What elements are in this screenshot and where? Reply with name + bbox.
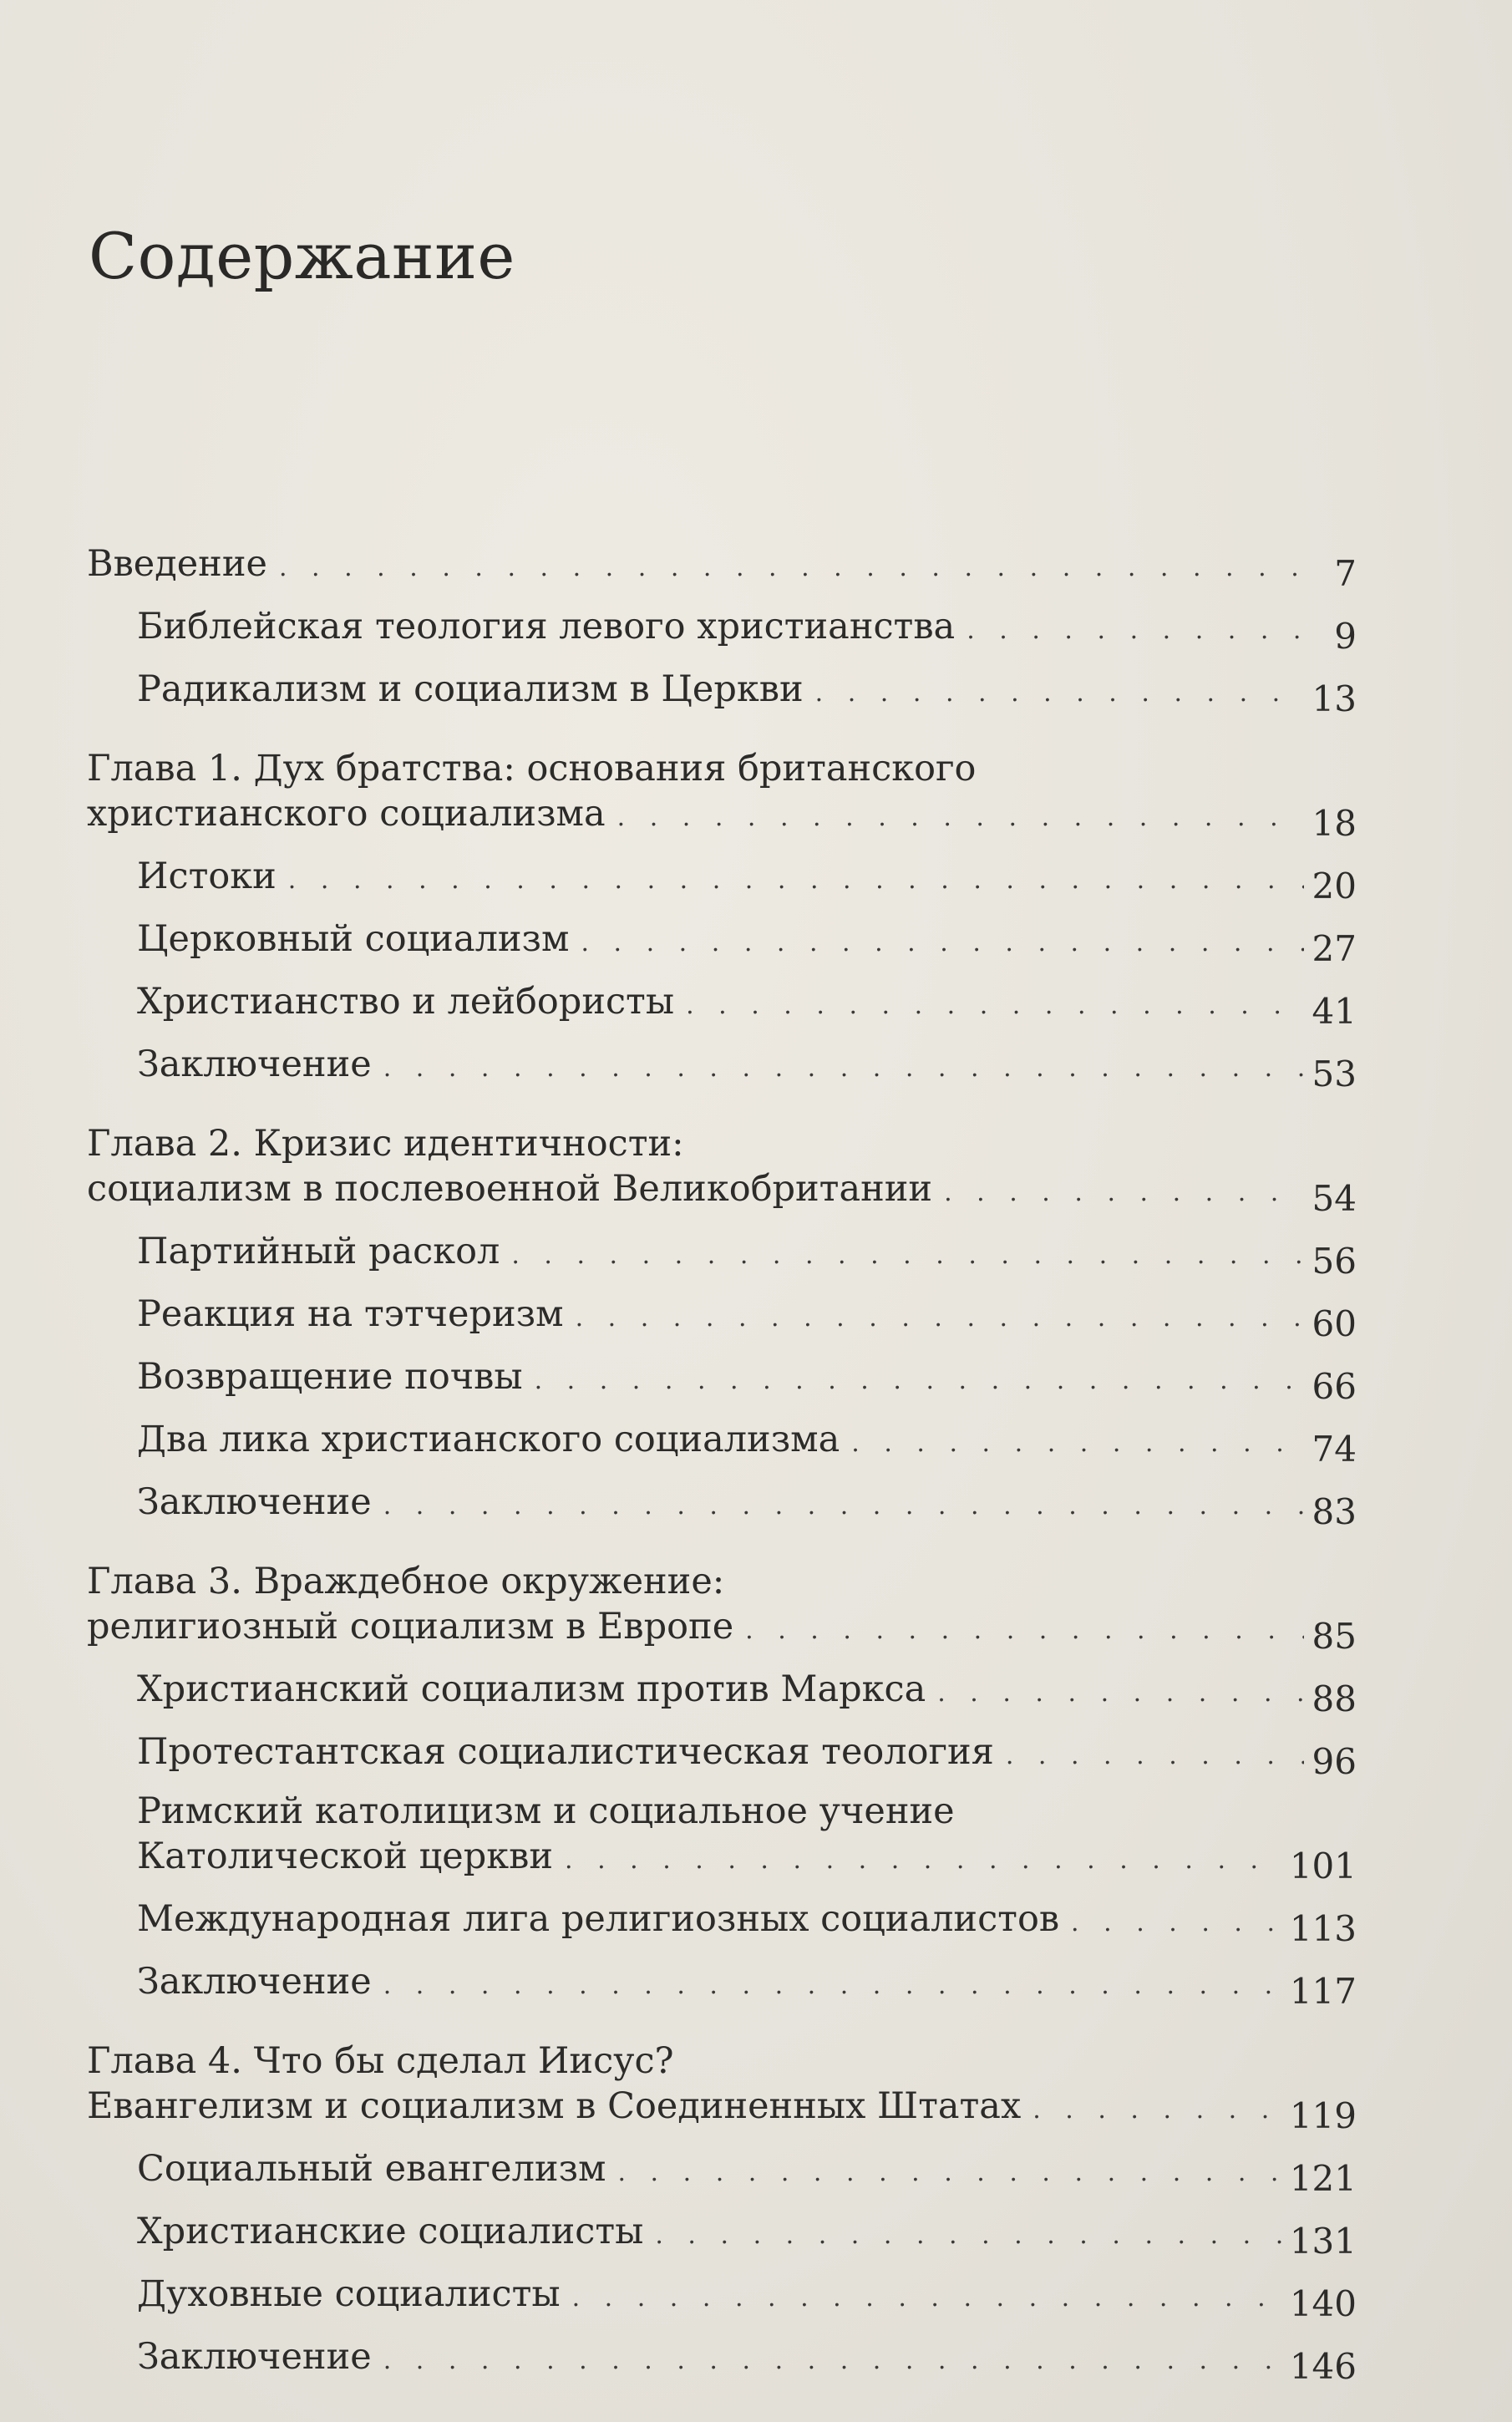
toc-entry-label: Введение [87,543,267,585]
toc-page-number: 140 [1289,2283,1357,2324]
chapter-title-line[interactable]: Глава 4. Что бы сделал Иисус? [87,2040,674,2082]
toc-entry-label: Партийный раскол [137,1231,500,1272]
toc-subentry[interactable] [87,2265,1357,2328]
dot-leader [565,1838,1281,1883]
toc-page-number: 54 [1312,1178,1357,1219]
dot-leader [279,539,1305,597]
toc-subentry[interactable] [87,847,1357,910]
toc-page-number: 18 [1312,803,1357,844]
toc-entry-label: Международная лига религиозных социалистов [137,1898,1060,1940]
dot-leader [967,602,1305,660]
toc-entry-label: Заключение [137,2336,372,2378]
toc-entry-label: Евангелизм и социализм в Соединенных Штатах [87,2085,1022,2127]
toc-entry-label: Реакция на тэтчеризм [137,1293,564,1335]
toc-entry-chapter-1[interactable] [87,791,1357,844]
chapter-title-line[interactable]: Глава 1. Дух братства: основания британского [87,748,977,790]
toc-page-number: 88 [1312,1678,1357,1719]
toc-subentry[interactable] [87,597,1357,660]
toc-page-number: 60 [1312,1303,1357,1344]
dot-leader [815,664,1304,723]
dot-leader [1071,1894,1281,1952]
toc-page-number: 83 [1312,1491,1357,1532]
toc-page-number: 7 [1334,553,1357,594]
table-of-contents [87,535,1357,2414]
toc-subentry[interactable] [87,1952,1357,2015]
toc-entry-label: Заключение [137,1961,372,2003]
toc-subentry[interactable] [87,972,1357,1035]
toc-entry-chapter-4[interactable] [87,2084,1357,2136]
chapter-title-line[interactable]: Глава 3. Враждебное окружение: [87,1561,725,1602]
toc-page-number: 9 [1334,616,1357,657]
dot-leader [576,1289,1304,1348]
toc-entry-label: Христианский социализм против Маркса [137,1668,926,1710]
dot-leader [1033,2088,1281,2133]
toc-subentry[interactable] [87,1834,1357,1886]
toc-subentry[interactable] [87,2202,1357,2265]
toc-group-intro [87,535,1357,723]
dot-leader [383,1957,1281,2015]
dot-leader [617,2144,1281,2202]
toc-entry-chapter-2[interactable] [87,1166,1357,1219]
toc-page-number: 85 [1312,1616,1357,1657]
toc-page-number: 121 [1289,2158,1357,2199]
toc-group-chapter-1 [87,746,1357,1098]
toc-entry-label: Христианские социалисты [137,2211,644,2252]
toc-entry-label: Два лика христианского социализма [137,1419,840,1460]
toc-subentry[interactable] [87,1410,1357,1473]
toc-subentry[interactable] [87,660,1357,723]
toc-entry-label: христианского социализма [87,793,606,835]
dot-leader [511,1226,1303,1285]
toc-entry-label: религиозный социализм в Европе [87,1606,734,1648]
toc-entry-label: Радикализм и социализм в Церкви [137,668,804,710]
toc-subentry[interactable] [87,1723,1357,1785]
toc-page-number: 20 [1312,866,1357,906]
toc-subentry[interactable] [87,1890,1357,1952]
dot-leader [383,2332,1281,2390]
toc-subentry[interactable] [87,2328,1357,2390]
toc-page-number: 146 [1289,2346,1357,2387]
toc-page-number: 41 [1312,991,1357,1032]
dot-leader [686,977,1303,1035]
toc-subentry[interactable] [87,1660,1357,1723]
toc-page-number: 117 [1289,1971,1357,2012]
dot-leader [383,1477,1304,1536]
toc-group-chapter-3 [87,1559,1357,2015]
toc-entry-label: Библейская теология левого христианства [137,606,956,647]
dot-leader [383,1039,1304,1098]
toc-subentry[interactable] [87,2140,1357,2202]
dot-leader [572,2269,1281,2328]
dot-leader [655,2206,1281,2265]
toc-page-number: 101 [1289,1846,1357,1886]
page-title: Содержание [89,219,515,293]
dot-leader [937,1664,1303,1723]
toc-subentry[interactable] [87,1473,1357,1536]
toc-entry-label: Заключение [137,1481,372,1523]
toc-page-number: 96 [1312,1741,1357,1782]
toc-entry-label: Истоки [137,856,277,897]
toc-entry-label: Протестантская социалистическая теология [137,1731,994,1773]
dot-leader [288,851,1304,910]
dot-leader [581,914,1303,972]
toc-page-number: 119 [1289,2095,1357,2136]
toc-entry-label: Христианство и лейбористы [137,981,675,1023]
toc-entry-label: Духовные социалисты [137,2273,561,2315]
toc-entry-chapter-3[interactable] [87,1604,1357,1657]
toc-page-number: 131 [1289,2221,1357,2262]
toc-subentry[interactable] [87,910,1357,972]
dot-leader [1006,1727,1304,1785]
toc-group-chapter-4 [87,2039,1357,2390]
toc-entry-intro[interactable] [87,535,1357,597]
toc-entry-label: Заключение [137,1043,372,1085]
toc-page-number: 27 [1312,928,1357,969]
toc-page-number: 53 [1312,1054,1357,1094]
toc-page-number: 74 [1312,1429,1357,1470]
toc-entry-label: Церковный социализм [137,918,570,960]
toc-subentry[interactable] [87,1222,1357,1285]
dot-leader [617,795,1304,840]
toc-subentry[interactable] [87,1348,1357,1410]
toc-subentry-title-line[interactable]: Римский католицизм и социальное учение [137,1790,955,1832]
chapter-title-line[interactable]: Глава 2. Кризис идентичности: [87,1123,684,1165]
toc-page-number: 56 [1312,1241,1357,1282]
dot-leader [535,1352,1304,1410]
toc-entry-label: Возвращение почвы [137,1356,523,1398]
toc-subentry[interactable] [87,1285,1357,1348]
dot-leader [944,1170,1303,1216]
dot-leader [851,1414,1303,1473]
toc-subentry[interactable] [87,1035,1357,1098]
toc-page-number: 13 [1312,678,1357,719]
toc-page-number: 113 [1289,1908,1357,1949]
toc-entry-label: социализм в послевоенной Великобритании [87,1168,933,1210]
toc-group-chapter-2 [87,1121,1357,1536]
toc-entry-label: Католической церкви [137,1836,553,1877]
toc-page-number: 66 [1312,1366,1357,1407]
toc-entry-label: Социальный евангелизм [137,2148,606,2190]
dot-leader [745,1608,1303,1653]
